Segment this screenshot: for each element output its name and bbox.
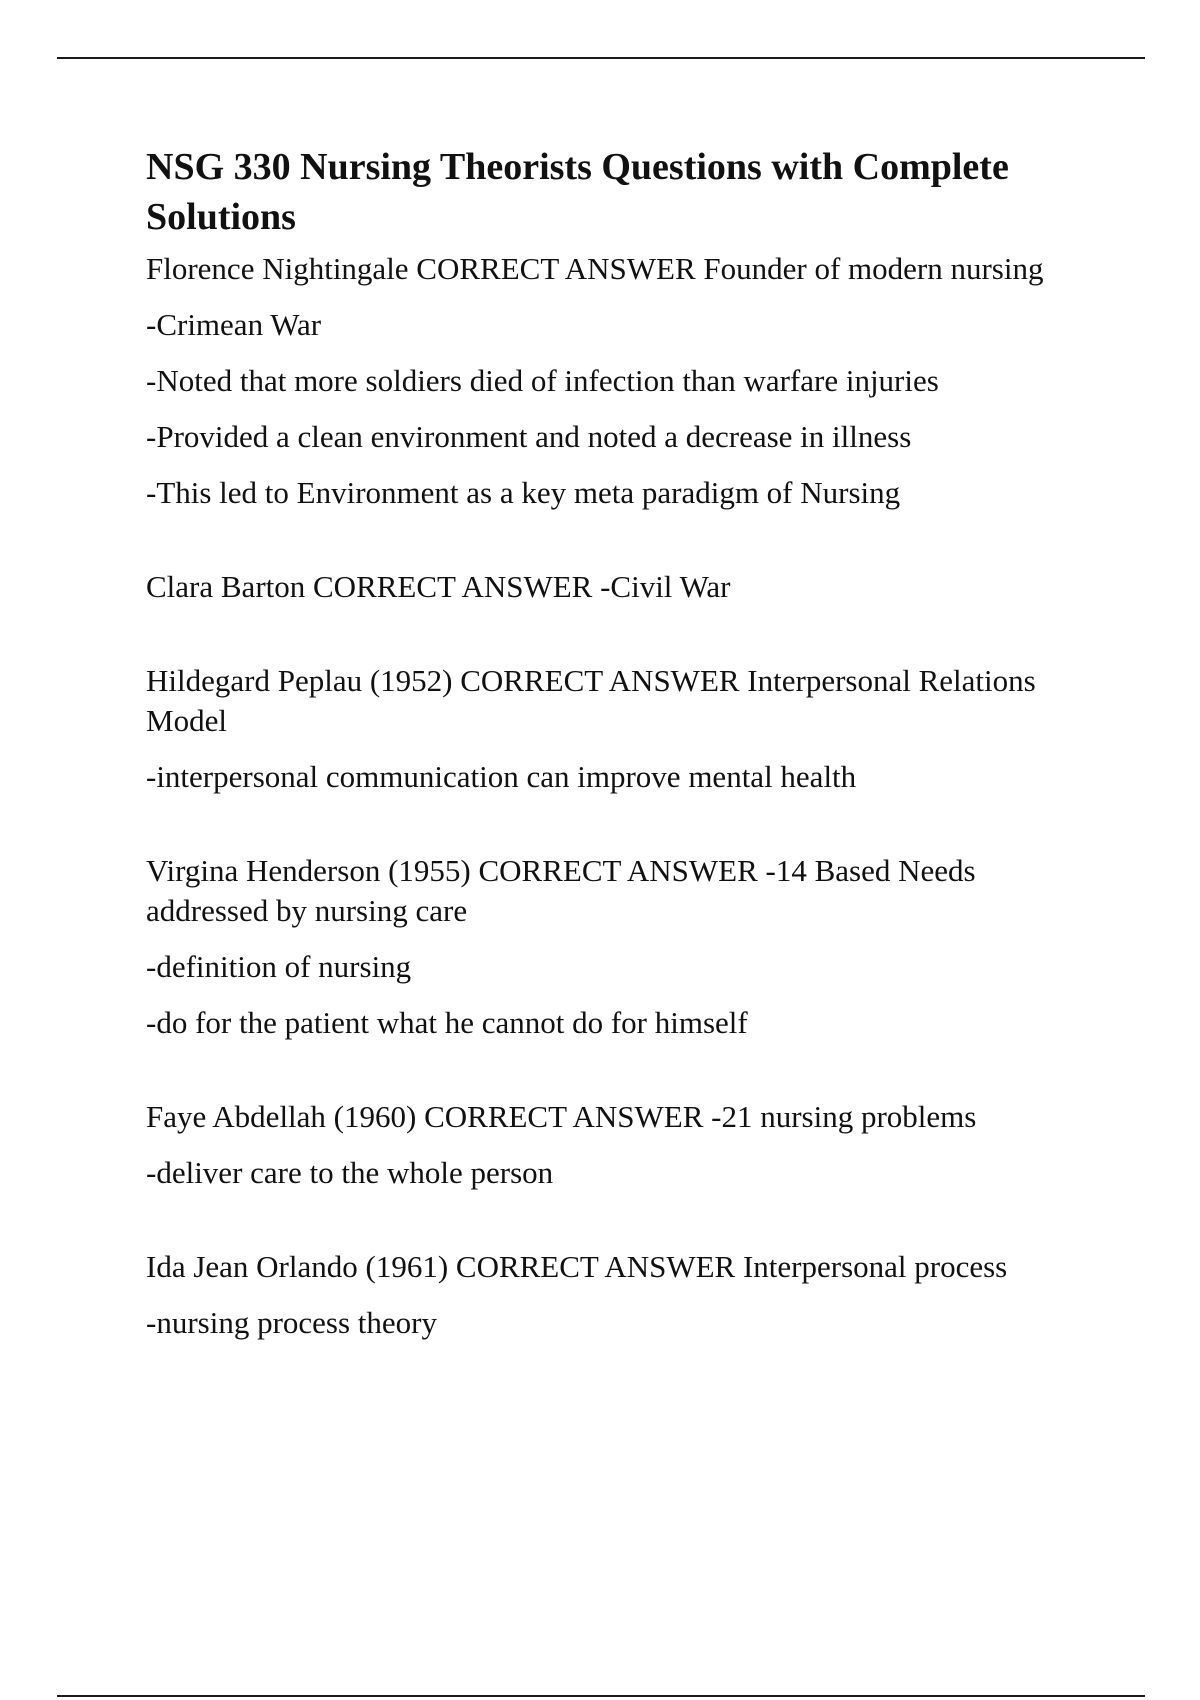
question-text: Virgina Henderson (1955) CORRECT ANSWER -14 Based Needs addressed by nursing care (146, 853, 976, 928)
answer-line: -definition of nursing (146, 949, 412, 984)
qa-entry-barton (146, 567, 1096, 607)
question-text: Florence Nightingale CORRECT ANSWER Founder of modern nursing (146, 251, 1044, 286)
answer-line: -Crimean War (146, 307, 322, 342)
answer-line: -This led to Environment as a key meta paradigm of Nursing (146, 475, 901, 510)
document-title: NSG 330 Nursing Theorists Questions with Complete Solutions (146, 146, 1009, 238)
question-text: Clara Barton CORRECT ANSWER -Civil War (146, 569, 731, 604)
header-rule (57, 57, 1145, 59)
answer-line: -deliver care to the whole person (146, 1155, 554, 1190)
qa-entry-peplau (146, 661, 1096, 797)
qa-entry-abdellah (146, 1097, 1096, 1193)
question-text: Ida Jean Orlando (1961) CORRECT ANSWER Interpersonal process (146, 1249, 1008, 1284)
qa-entry-nightingale (146, 249, 1096, 513)
answer-line: -interpersonal communication can improve mental health (146, 759, 857, 794)
answer-line: -Provided a clean environment and noted a decrease in illness (146, 419, 912, 454)
footer-rule (57, 1695, 1145, 1697)
qa-entry-orlando (146, 1247, 1096, 1343)
answer-line: -nursing process theory (146, 1305, 437, 1340)
qa-entry-henderson (146, 851, 1096, 1043)
document-body (146, 142, 1096, 1397)
answer-line: -Noted that more soldiers died of infection than warfare injuries (146, 363, 939, 398)
answer-line: -do for the patient what he cannot do for himself (146, 1005, 748, 1040)
question-text: Faye Abdellah (1960) CORRECT ANSWER -21 nursing problems (146, 1099, 977, 1134)
question-text: Hildegard Peplau (1952) CORRECT ANSWER Interpersonal Relations Model (146, 663, 1036, 738)
